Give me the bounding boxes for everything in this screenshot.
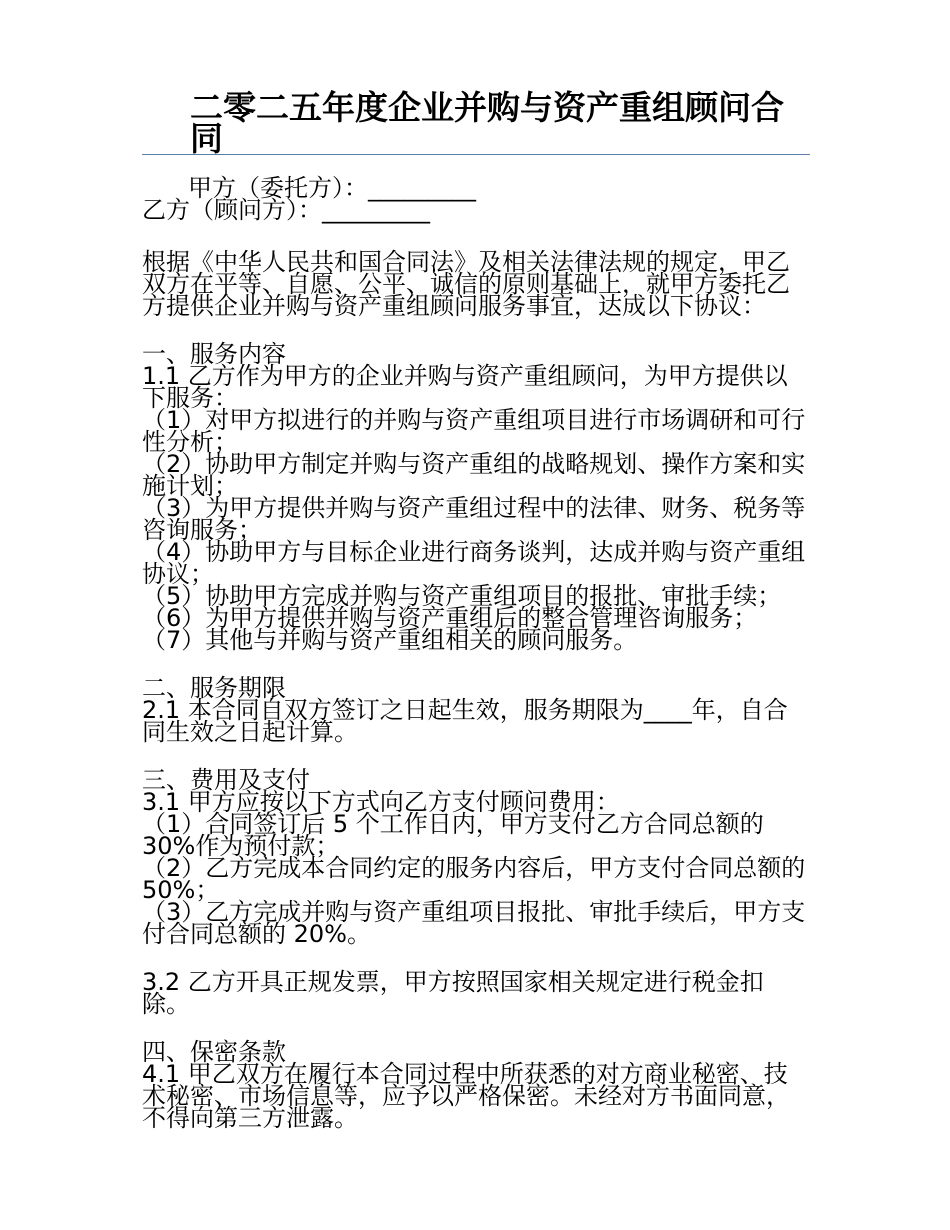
section-confidentiality (142, 1038, 810, 1132)
section-service-term (142, 674, 810, 746)
clause-line: 3.1 甲方应按以下方式向乙方支付顾问费用： (142, 788, 620, 816)
clause-line: （3）乙方完成并购与资产重组项目报批、审批手续后，甲方支付合同总额的 20%。 (142, 898, 806, 948)
section-service-content (142, 340, 810, 654)
clause-line: （1）对甲方拟进行的并购与资产重组项目进行市场调研和可行性分析； (142, 406, 806, 456)
clause-line: （2）协助甲方制定并购与资产重组的战略规划、操作方案和实施计划； (142, 450, 806, 500)
section-heading: 三、费用及支付 (142, 766, 310, 794)
clause-line: 3.2 乙方开具正规发票，甲方按照国家相关规定进行税金扣除。 (142, 968, 764, 1018)
title-underline (142, 154, 810, 155)
section-fees-payment (142, 766, 810, 1018)
document-title: 二零二五年度企业并购与资产重组顾问合同 (190, 88, 784, 158)
clause-line: 4.1 甲乙双方在履行本合同过程中所获悉的对方商业秘密、技术秘密、市场信息等，应予以严格保密。未经对方书面同意，不得向第三方泄露。 (142, 1060, 790, 1132)
clause-line: （4）协助甲方与目标企业进行商务谈判，达成并购与资产重组协议； (142, 538, 806, 588)
clause-line: （3）为甲方提供并购与资产重组过程中的法律、财务、税务等咨询服务； (142, 494, 806, 544)
section-heading: 四、保密条款 (142, 1038, 286, 1066)
section-heading: 一、服务内容 (142, 340, 286, 368)
preamble-paragraph: 根据《中华人民共和国合同法》及相关法律法规的规定，甲乙双方在平等、自愿、公平、诚信的原则基础上，就甲方委托乙方提供企业并购与资产重组顾问服务事宜，达成以下协议： (142, 248, 790, 320)
section-heading: 二、服务期限 (142, 674, 286, 702)
clause-line: （6）为甲方提供并购与资产重组后的整合管理咨询服务； (142, 604, 758, 632)
clause-line: （7）其他与并购与资产重组相关的顾问服务。 (142, 626, 638, 654)
clause-line: （5）协助甲方完成并购与资产重组项目的报批、审批手续； (142, 582, 782, 610)
contract-document (142, 88, 810, 1132)
party-a-line: 甲方（委托方）：_________ (188, 174, 476, 202)
clause-line: 2.1 本合同自双方签订之日起生效，服务期限为____年，自合同生效之日起计算。 (142, 696, 788, 746)
clause-line: 1.1 乙方作为甲方的企业并购与资产重组顾问，为甲方提供以下服务： (142, 362, 788, 412)
clause-line: （2）乙方完成本合同约定的服务内容后，甲方支付合同总额的 50%； (142, 854, 806, 904)
party-b-line: 乙方（顾问方）：_________ (142, 196, 430, 224)
clause-line: （1）合同签订后 5 个工作日内，甲方支付乙方合同总额的 30%作为预付款； (142, 810, 764, 860)
